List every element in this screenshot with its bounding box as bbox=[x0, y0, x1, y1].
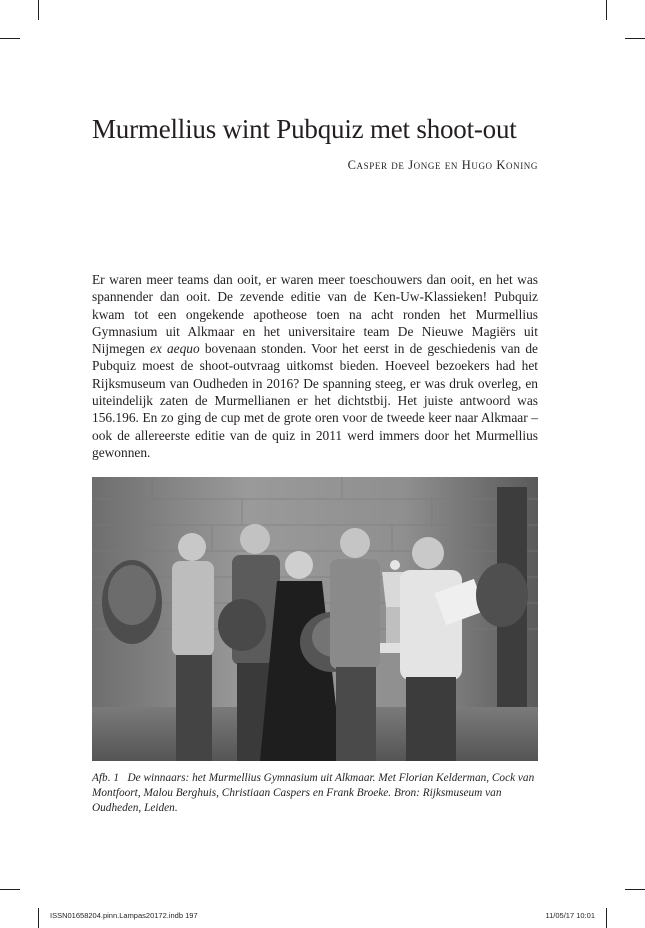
crop-mark-top-right bbox=[606, 0, 607, 20]
print-slug-datetime: 11/05/17 10:01 bbox=[545, 911, 595, 920]
figure-caption bbox=[92, 771, 538, 816]
crop-mark-top-left bbox=[38, 0, 39, 20]
body-text-part-2: bovenaan stonden. Voor het eerst in de geschiedenis van de Pubquiz moest de shoot-outvraag uitkomst bieden. Hoeveel bezoekers had het Rijksmuseum van Oudheden in 2016? De spanning steeg, er was druk overleg, en uiteindelijk zaten de Murmellianen er het dichtstbij. Het juiste antwoord was 156.196. En zo ging de cup met de grote oren voor de tweede keer naar Alkmaar – ook de allereerste editie van de quiz in 2011 werd immers door het Murmellius gewonnen. bbox=[92, 341, 538, 460]
body-text-part-1: Er waren meer teams dan ooit, er waren meer toeschouwers dan ooit, en het was spannender dan ooit. De zevende editie van de Ken-Uw-Klassieken! Pubquiz kwam tot een ongekende apotheose toen na acht ronden het Murmellius Gymnasium uit Alkmaar en het universitaire team De Nieuwe Magiërs uit Nijmegen bbox=[92, 272, 538, 357]
print-slug-file: ISSN01658204.pinn.Lampas20172.indb 197 bbox=[50, 911, 198, 920]
crop-mark-bottom-left bbox=[38, 908, 39, 928]
figure-label: Afb. 1 bbox=[92, 772, 119, 784]
crop-mark-left-bottom bbox=[0, 889, 20, 890]
article-title: Murmellius wint Pubquiz met shoot-out bbox=[92, 114, 517, 144]
crop-mark-right-bottom bbox=[625, 889, 645, 890]
article-body bbox=[92, 271, 538, 461]
crop-mark-right-top bbox=[625, 38, 645, 39]
crop-mark-left-top bbox=[0, 38, 20, 39]
body-text-italic: ex aequo bbox=[149, 341, 200, 357]
article-authors: Casper de Jonge en Hugo Koning bbox=[347, 158, 538, 172]
crop-mark-bottom-right bbox=[606, 908, 607, 928]
winners-photo bbox=[92, 477, 538, 761]
figure-caption-text: De winnaars: het Murmellius Gymnasium uit Alkmaar. Met Florian Kelderman, Cock van Montfoort, Malou Berghuis, Christiaan Caspers en Frank Broeke. Bron: Rijksmuseum van Oudheden, Leiden. bbox=[92, 772, 535, 814]
